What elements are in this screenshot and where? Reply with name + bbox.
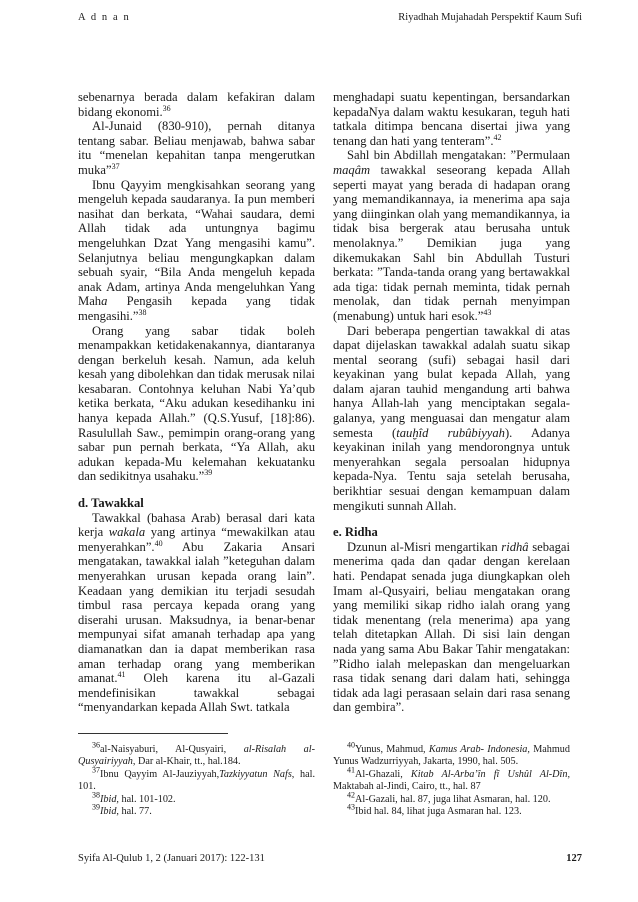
journal-citation: Syifa Al-Qulub 1, 2 (Januari 2017): 122-131	[78, 853, 265, 864]
footnote-ref[interactable]: 43	[483, 307, 492, 317]
footnote-ref[interactable]: 38	[138, 307, 147, 317]
paragraph: sebenarnya berada dalam kefakiran dalam bidang ekonomi.$^{36}$	[78, 90, 315, 119]
paragraph: Ibnu Qayyim mengkisahkan seorang yang mengeluh kepada saudaranya. Ia pun memberi nasihat dan berkata, “Wahai saudara, demi Allah tidak ada untungnya bagimu mengeluhkan Dzat Yang mengasihi kamu”. Selanjutnya beliau mengungkapkan dalam sebuah syair, “Bila Anda mengeluh kepada anak Adam, artinya Anda mengeluhkan Yang Maha Pengasih kepada yang tidak mengasihi.”$^{38}$	[78, 177, 315, 323]
footnote-ref[interactable]: 39	[204, 468, 213, 478]
section-heading-tawakkal: d. Tawakkal	[78, 496, 144, 511]
footnote-ref[interactable]: 42	[493, 132, 502, 142]
right-column	[333, 90, 570, 715]
running-header-title: Riyadhah Mujahadah Perspektif Kaum Sufi	[398, 12, 582, 23]
paragraph: Sahl bin Abdillah mengatakan: ”Permulaan maqâm tawakkal seseorang kepada Allah seperti mayat yang berada di hadapan orang yang memandikannaya, ia menerima apa saja yang diinginkan olah yang memandikannya, ia tidak bisa bergerak atau berusaha untuk menolaknya.” Demikian juga yang dikemukakan Sahl bin Abdullah Tusturi berkata: ”Tanda-tanda orang yang bertawakkal ada tiga: tidak pernah meminta, tidak pernah menolak, dan tidak pernah menyimpan (menabung) untuk hari esok.”$^{43}$	[333, 148, 570, 323]
footnotes-left	[78, 740, 316, 818]
footnote-ref[interactable]: 37	[111, 161, 120, 171]
paragraph: Al-Junaid (830-910), pernah ditanya tentang sabar. Beliau menjawab, bahwa sabar itu “menelan kepahitan tanpa mengerutkan muka”$^{37}$	[78, 119, 315, 177]
footnote: $^{40}$Yunus, Mahmud, Kamus Arab- Indonesia, Mahmud Yunus Wadzurriyyah, Jakarta, 1990, hal. 505.	[333, 740, 570, 768]
footnote: $^{41}$Al-Ghazali, Kitab Al-Arba’în fî Ushûl Al-Dîn, Maktabah al-Jindi, Cairo, tt., hal. 87	[333, 765, 570, 793]
paragraph: Dzunun al-Misri mengartikan ridhâ sebagai menerima qada dan qadar dengan kerelaan hati. Pendapat senada juga diungkapkan oleh Imam al-Qusyairi, beliau mengatakan orang yang memiliki sikap ridho ialah orang yang tidak menentang (rela menerima) apa yang telah ditetapkan Allah. Di sisi lain dengan nada yang sama Abu Bakar Tahir mengatakan: ”Ridho ialah melepaskan dan mengeluarkan rasa tidak senang dari dalam hati, sehingga tidak ada lagi perasaan selain dari rasa senang dan gembira”.	[333, 539, 570, 715]
paragraph: Orang yang sabar tidak boleh menampakkan ketidakenakannya, diantaranya dengan berkeluh kesah. Namun, ada keluh kesah yang dibolehkan dan tidak merusak nilai kesabaran. Contohnya keluhan Nabi Ya’qub ketika berkata, “Aku adukan kesedihanku ini hanya kepada Allah.” (Q.S.Yusuf, [18]:86). Rasulullah Saw., pemimpin orang-orang yang sabar pun pernah berkata, “Ya Allah, aku adukan kepada-Mu kelemahan kekuatanku dan sedikitnya usahaku.”$^{39}$	[78, 323, 315, 484]
footnote-ref[interactable]: 40	[154, 538, 163, 548]
section-heading-ridha: e. Ridha	[333, 525, 378, 540]
left-column	[78, 90, 315, 715]
footnote: $^{39}$Ibid, hal. 77.	[92, 802, 152, 818]
paragraph: menghadapi suatu kepentingan, bersandarkan kepadaNya dalam waktu kesukaran, teguh hati tatkala ditimpa bencana disertai jiwa yang tenang dan hati yang tenteram”.$^{42}$	[333, 90, 570, 148]
footnote: $^{42}$Al-Gazali, hal. 87, juga lihat Asmaran, hal. 120.	[347, 790, 551, 805]
paragraph: Tawakkal (bahasa Arab) berasal dari kata kerja wakala yang artinya “mewakilkan atau menyerahkan”.$^{40}$ Abu Zakaria Ansari mengatakan, tawakkal ialah ”keteguhan dalam menyerahkan urusan kepada orang lain”. Keadaan yang demikian itu terjadi sesudah timbul rasa percaya kepada orang yang diserahi urusan. Maksudnya, ia benar-benar mempunyai sifat amanah terhadap apa yang diamanatkan dan ia dapat memberikan rasa aman terhadap orang yang memberikan amanat.$^{41}$ Oleh karena itu al-Gazali mendefinisikan tawakkal sebagai “menyandarkan kepada Allah Swt. tatkala	[78, 510, 315, 715]
footnote: $^{36}$al-Naisyaburi, Al-Qusyairi, al-Risalah al-Qusyairiyyah, Dar al-Khair, tt., hal.184.	[78, 740, 315, 768]
running-header-author: A d n a n	[78, 12, 131, 23]
footnote-ref[interactable]: 41	[117, 669, 126, 679]
footnote-ref[interactable]: 36	[162, 103, 171, 113]
footnote: $^{38}$Ibid, hal. 101-102.	[92, 790, 176, 805]
paragraph: Dari beberapa pengertian tawakkal di atas dapat dijelaskan tawakkal adalah suatu sikap mental seorang (sufi) sebagai hasil dari keyakinan yang bulat kepada Allah, yang dalam ajaran tauhid mengandung arti bahwa hanya Allah-lah yang menciptakan segala-galanya, yang menguasai dan mengatur alam semesta (tauḫîd rubûbiyyah). Adanya keyakinan inilah yang mendorongnya untuk menyerahkan segala persoalan hidupnya kepada-Nya. Tentu saja setelah berusaha, berikhtiar sesuai dengan kemampuan dalam mengikuti sunnah Allah.	[333, 323, 570, 513]
footnote: $^{37}$Ibnu Qayyim Al-Jauziyyah,Tazkiyyatun Nafs, hal. 101.	[78, 765, 316, 793]
footnote: $^{43}$Ibid hal. 84, lihat juga Asmaran hal. 123.	[347, 802, 522, 818]
footnote-divider	[78, 733, 228, 734]
page-number: 127	[566, 853, 582, 864]
footnotes-right	[333, 740, 570, 818]
